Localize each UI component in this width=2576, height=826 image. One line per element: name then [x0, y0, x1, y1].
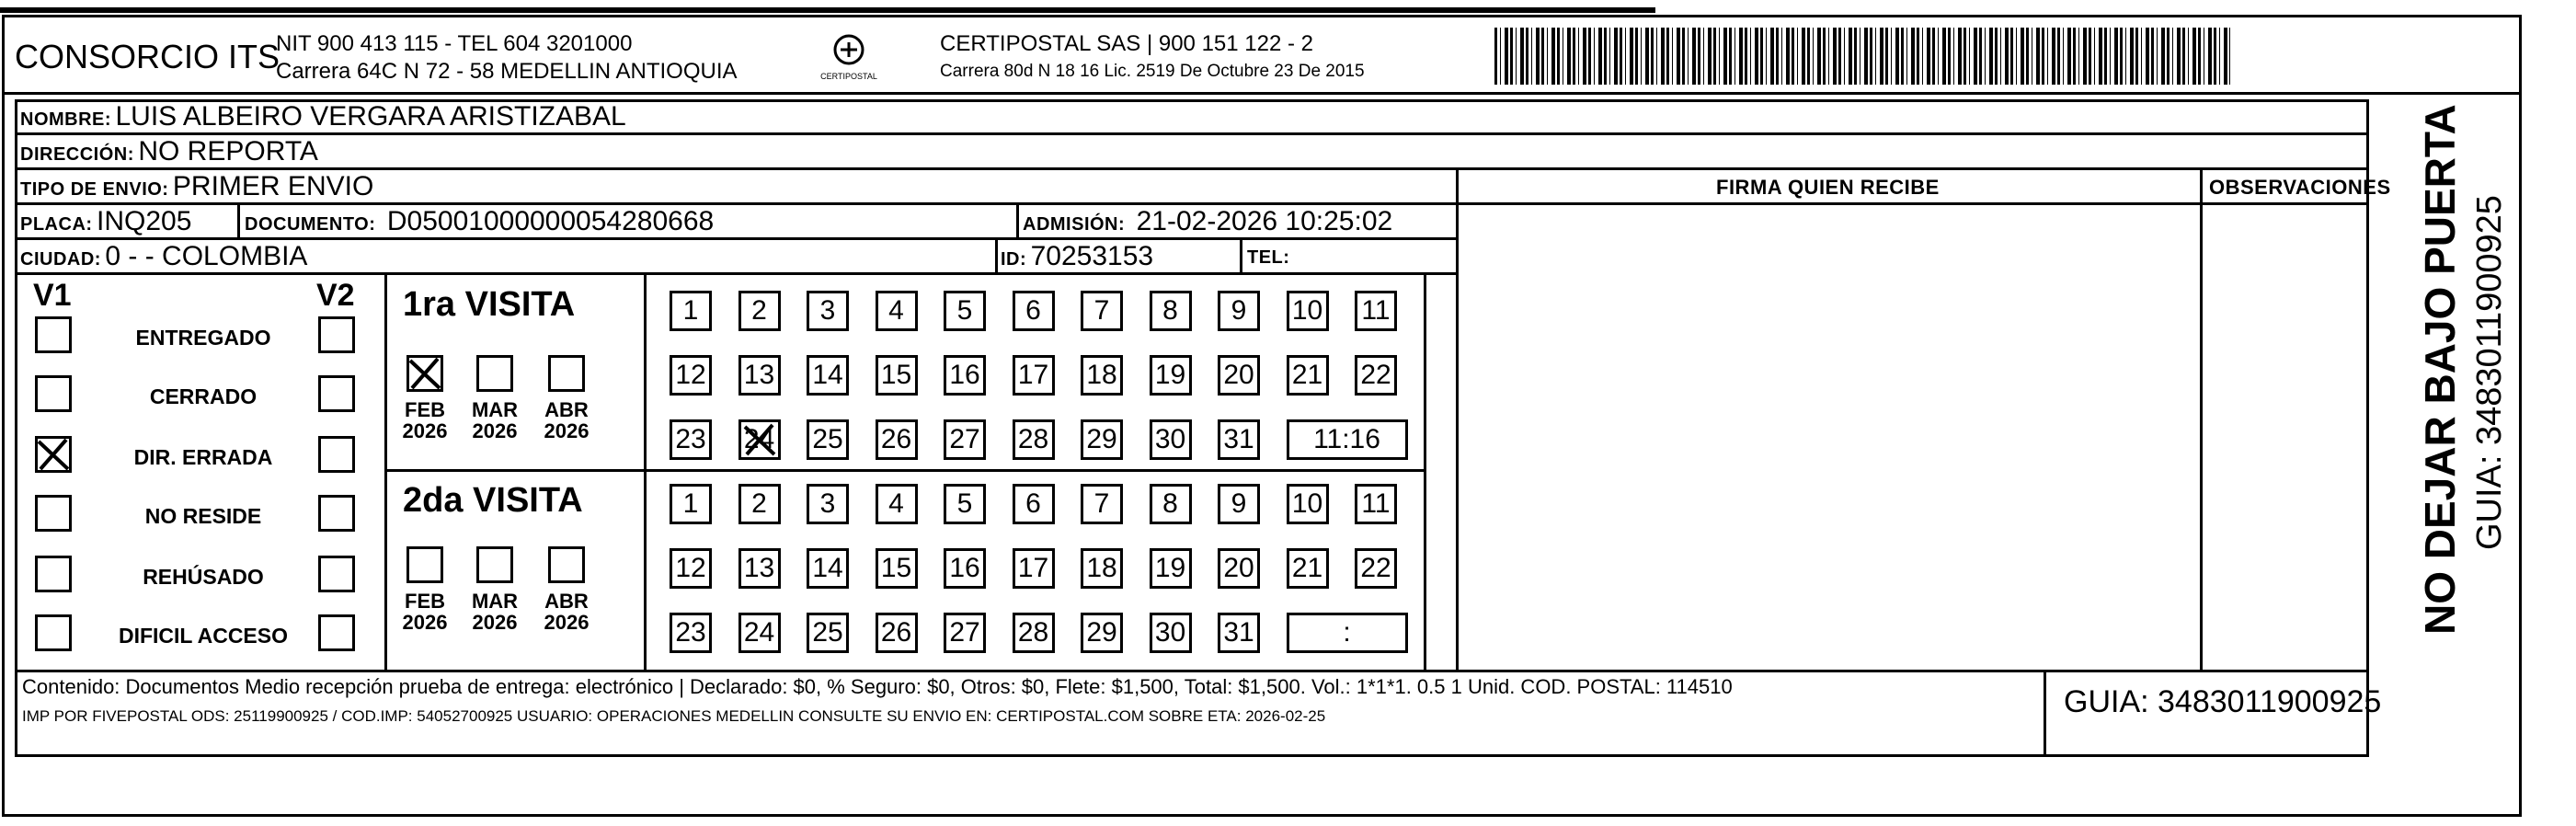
v1-checkbox[interactable]	[35, 495, 72, 532]
month-label: FEB 2026	[402, 398, 448, 443]
day-box[interactable]: 9	[1218, 291, 1260, 331]
day-box[interactable]: 20	[1218, 355, 1260, 396]
day-box[interactable]: 18	[1081, 355, 1123, 396]
day-check-mark-icon	[741, 421, 778, 458]
id-field: ID: 70253153	[1001, 241, 1154, 271]
day-box[interactable]: 13	[738, 355, 781, 396]
day-box[interactable]: 11	[1355, 291, 1397, 331]
day-box[interactable]: 28	[1013, 419, 1055, 460]
documento-field: DOCUMENTO: D05001000000054280668	[245, 206, 715, 236]
day-box[interactable]: 23	[670, 613, 712, 653]
day-box[interactable]: 16	[944, 548, 986, 589]
day-box[interactable]: 2	[738, 291, 781, 331]
placa-field: PLACA: INQ205	[20, 206, 192, 236]
month-label: ABR 2026	[544, 590, 590, 635]
status-label: REHÚSADO	[143, 565, 264, 589]
day-box[interactable]: 30	[1150, 613, 1192, 653]
company-address: Carrera 64C N 72 - 58 MEDELLIN ANTIOQUIA	[276, 59, 738, 84]
day-box[interactable]: 17	[1013, 355, 1055, 396]
v2-checkbox[interactable]	[318, 375, 355, 412]
carrier-license: Carrera 80d N 18 16 Lic. 2519 De Octubre 23 De 2015	[940, 62, 1365, 81]
row-line	[15, 202, 2369, 205]
company-name: CONSORCIO ITS	[15, 38, 280, 75]
id-value: 70253153	[1030, 241, 1154, 271]
col-line	[237, 202, 240, 239]
status-label: DIR. ERRADA	[133, 445, 273, 469]
day-box[interactable]: 4	[876, 484, 918, 524]
day-box[interactable]: 17	[1013, 548, 1055, 589]
col-line	[1016, 202, 1019, 239]
observaciones-header: OBSERVACIONES	[2209, 176, 2391, 199]
col-line	[1424, 272, 1426, 670]
v2-header: V2	[316, 278, 355, 313]
day-box[interactable]: 31	[1218, 419, 1260, 460]
day-box[interactable]: 30	[1150, 419, 1192, 460]
day-box[interactable]: 19	[1150, 355, 1192, 396]
month-checkbox[interactable]	[476, 355, 513, 392]
day-box[interactable]: 3	[807, 291, 849, 331]
month-checkbox[interactable]	[548, 546, 585, 583]
col-line	[2044, 670, 2046, 757]
v1-checkbox[interactable]	[35, 316, 72, 353]
nombre-value: LUIS ALBEIRO VERGARA ARISTIZABAL	[115, 101, 626, 132]
row-line	[384, 469, 1424, 472]
day-box[interactable]: 8	[1150, 291, 1192, 331]
day-box[interactable]: 1	[670, 291, 712, 331]
day-box[interactable]: 26	[876, 419, 918, 460]
day-box[interactable]: 20	[1218, 548, 1260, 589]
day-box[interactable]: 7	[1081, 291, 1123, 331]
day-box[interactable]: 15	[876, 355, 918, 396]
col-line	[1456, 167, 1459, 671]
v2-checkbox[interactable]	[318, 316, 355, 353]
day-box[interactable]: 28	[1013, 613, 1055, 653]
row-line	[15, 670, 2369, 672]
day-box[interactable]: 26	[876, 613, 918, 653]
direccion-field: DIRECCIÓN: NO REPORTA	[20, 136, 318, 166]
day-box[interactable]: 2	[738, 484, 781, 524]
day-box[interactable]: 24	[738, 419, 781, 460]
month-checkbox[interactable]	[476, 546, 513, 583]
carrier-name: CERTIPOSTAL SAS | 900 151 122 - 2	[940, 31, 1313, 56]
footer-imp: IMP POR FIVEPOSTAL ODS: 25119900925 / COD.IMP: 54052700925 USUARIO: OPERACIONES MEDELLIN CONSULTE SU ENVIO EN: CERTIPOSTAL.COM SOBRE ETA: 2026-02-25	[22, 707, 1326, 725]
admision-value: 21-02-2026 10:25:02	[1136, 206, 1393, 236]
row-line	[15, 132, 2369, 135]
v2-checkbox[interactable]	[318, 436, 355, 473]
day-box[interactable]: 4	[876, 291, 918, 331]
time-box[interactable]: 11:16	[1287, 419, 1408, 460]
day-box[interactable]: 22	[1355, 355, 1397, 396]
placa-value: INQ205	[97, 206, 192, 236]
v1-checkbox[interactable]	[35, 375, 72, 412]
status-label: CERRADO	[149, 384, 258, 408]
col-line	[2200, 167, 2203, 671]
company-nit: NIT 900 413 115 - TEL 604 3201000	[276, 31, 633, 56]
day-box[interactable]: 6	[1013, 484, 1055, 524]
day-box[interactable]: 11	[1355, 484, 1397, 524]
firma-header: FIRMA QUIEN RECIBE	[1716, 176, 1940, 199]
row-line	[15, 167, 2369, 170]
month-label: MAR 2026	[471, 590, 519, 635]
ciudad-field: CIUDAD: 0 - - COLOMBIA	[20, 241, 308, 271]
direccion-value: NO REPORTA	[138, 136, 318, 166]
day-box[interactable]: 9	[1218, 484, 1260, 524]
day-box[interactable]: 25	[807, 419, 849, 460]
status-label: ENTREGADO	[135, 326, 271, 350]
day-box[interactable]: 12	[670, 355, 712, 396]
nombre-field: NOMBRE: LUIS ALBEIRO VERGARA ARISTIZABAL	[20, 101, 626, 132]
day-box[interactable]: 21	[1287, 548, 1329, 589]
day-box[interactable]: 29	[1081, 419, 1123, 460]
day-box[interactable]: 18	[1081, 548, 1123, 589]
status-label: NO RESIDE	[144, 504, 262, 528]
v1-check-mark-icon	[35, 436, 72, 473]
day-box[interactable]: 3	[807, 484, 849, 524]
day-box[interactable]: 21	[1287, 355, 1329, 396]
day-box[interactable]: 12	[670, 548, 712, 589]
day-box[interactable]: 22	[1355, 548, 1397, 589]
top-scan-edge	[0, 7, 1655, 13]
day-box[interactable]: 29	[1081, 613, 1123, 653]
day-box[interactable]: 8	[1150, 484, 1192, 524]
documento-value: D05001000000054280668	[386, 206, 715, 236]
visit1-title: 1ra VISITA	[403, 285, 576, 324]
day-box[interactable]: 27	[944, 419, 986, 460]
day-box[interactable]: 1	[670, 484, 712, 524]
footer-contenido: Contenido: Documentos Medio recepción prueba de entrega: electrónico | Declarado: $0, % Seguro: $0, Otros: $0, Flete: $1,500, Total: $1,500. Vol.: 1*1*1. 0.5 1 Unid. COD. POSTAL: 114510	[22, 675, 1733, 698]
v2-checkbox[interactable]	[318, 556, 355, 592]
day-box[interactable]: 5	[944, 291, 986, 331]
month-check-mark-icon	[406, 355, 443, 392]
month-checkbox[interactable]	[548, 355, 585, 392]
tipo-envio-value: PRIMER ENVIO	[172, 171, 374, 201]
v1-checkbox[interactable]	[35, 556, 72, 592]
day-box[interactable]: 13	[738, 548, 781, 589]
footer-guia: GUIA: 3483011900925	[2064, 684, 2382, 719]
barcode	[1494, 28, 2230, 85]
day-box[interactable]: 14	[807, 548, 849, 589]
svg-text:CERTIPOSTAL: CERTIPOSTAL	[820, 72, 877, 81]
no-dejar-bajo-puerta: NO DEJAR BAJO PUERTA	[2416, 104, 2464, 635]
time-box[interactable]: :	[1287, 613, 1408, 653]
tel-label: TEL:	[1247, 247, 1290, 268]
day-box[interactable]: 23	[670, 419, 712, 460]
ciudad-value: 0 - - COLOMBIA	[105, 241, 308, 271]
day-box[interactable]: 6	[1013, 291, 1055, 331]
v2-checkbox[interactable]	[318, 495, 355, 532]
day-box[interactable]: 14	[807, 355, 849, 396]
v1-checkbox[interactable]	[35, 614, 72, 651]
status-label: DIFICIL ACCESO	[118, 624, 288, 648]
header-divider	[2, 92, 2522, 95]
tipo-envio-field: TIPO DE ENVIO: PRIMER ENVIO	[20, 171, 374, 201]
month-label: FEB 2026	[402, 590, 448, 635]
v2-checkbox[interactable]	[318, 614, 355, 651]
col-line	[1240, 237, 1242, 274]
day-box[interactable]: 10	[1287, 291, 1329, 331]
month-label: ABR 2026	[544, 398, 590, 443]
day-box[interactable]: 31	[1218, 613, 1260, 653]
month-label: MAR 2026	[471, 398, 519, 443]
admision-field: ADMISIÓN: 21-02-2026 10:25:02	[1023, 206, 1393, 236]
day-box[interactable]: 24	[738, 613, 781, 653]
month-checkbox[interactable]	[406, 546, 443, 583]
day-box[interactable]: 16	[944, 355, 986, 396]
day-box[interactable]: 10	[1287, 484, 1329, 524]
day-box[interactable]: 15	[876, 548, 918, 589]
day-box[interactable]: 7	[1081, 484, 1123, 524]
visit2-title: 2da VISITA	[403, 481, 583, 520]
day-box[interactable]: 5	[944, 484, 986, 524]
side-guia: GUIA: 3483011900925	[2470, 195, 2509, 550]
day-box[interactable]: 27	[944, 613, 986, 653]
day-box[interactable]: 25	[807, 613, 849, 653]
day-box[interactable]: 19	[1150, 548, 1192, 589]
certipostal-logo-icon	[817, 31, 881, 86]
v1-header: V1	[33, 278, 72, 313]
col-line	[995, 237, 998, 274]
